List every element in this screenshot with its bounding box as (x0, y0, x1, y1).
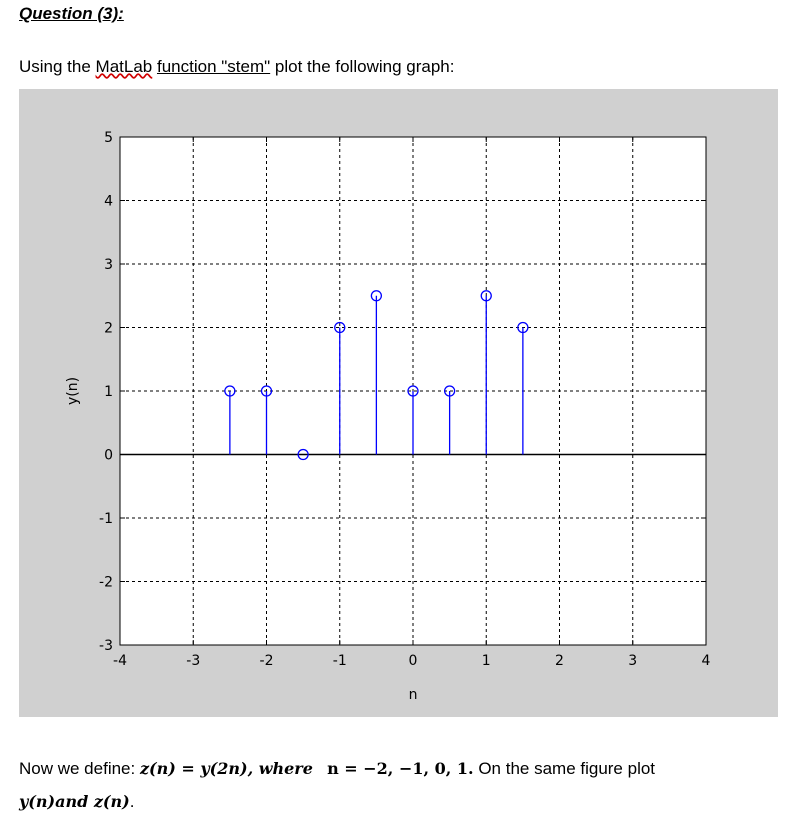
outro-suffix: On the same figure plot (473, 759, 656, 778)
intro-text (19, 57, 454, 77)
y-tick-label: -1 (99, 511, 113, 527)
outro-math-yz: y(n)and z(n) (19, 792, 130, 811)
question-title: Question (3): (19, 4, 124, 23)
x-tick-label: -1 (332, 653, 347, 669)
y-axis-label: y(n) (65, 376, 81, 406)
stem-chart (19, 89, 778, 717)
y-tick-label: 2 (104, 320, 113, 337)
x-tick-label: 2 (555, 653, 564, 669)
intro-prefix: Using the (19, 57, 96, 76)
y-tick-label: 4 (104, 193, 113, 210)
outro-math-definition: z(n) = y(2n), where (139, 759, 313, 778)
y-tick-label: -3 (99, 638, 113, 654)
intro-matlab: MatLab (95, 57, 153, 76)
outro-line-1 (19, 759, 655, 779)
x-tick-label: 1 (481, 653, 491, 669)
stem-figure (19, 89, 778, 717)
y-tick-label: 5 (104, 130, 113, 146)
outro-line-2 (19, 792, 134, 812)
x-tick-label: -4 (113, 653, 127, 669)
intro-function-stem: function "stem" (156, 57, 271, 76)
intro-suffix: plot the following graph: (270, 57, 455, 76)
x-axis-label: n (408, 687, 418, 703)
y-tick-label: -2 (99, 574, 113, 591)
outro-line-2-suffix: . (129, 792, 135, 811)
x-tick-label: 3 (628, 653, 638, 669)
x-tick-label: -3 (186, 653, 201, 669)
x-tick-label: -2 (259, 653, 274, 669)
y-tick-label: 1 (104, 384, 113, 400)
outro-math-range: n = −2, −1, 0, 1. (327, 759, 474, 778)
y-tick-label: 0 (104, 447, 113, 464)
y-tick-label: 3 (104, 257, 113, 273)
outro-prefix: Now we define: (19, 759, 140, 778)
x-tick-label: 4 (701, 653, 711, 669)
x-tick-label: 0 (408, 653, 418, 669)
